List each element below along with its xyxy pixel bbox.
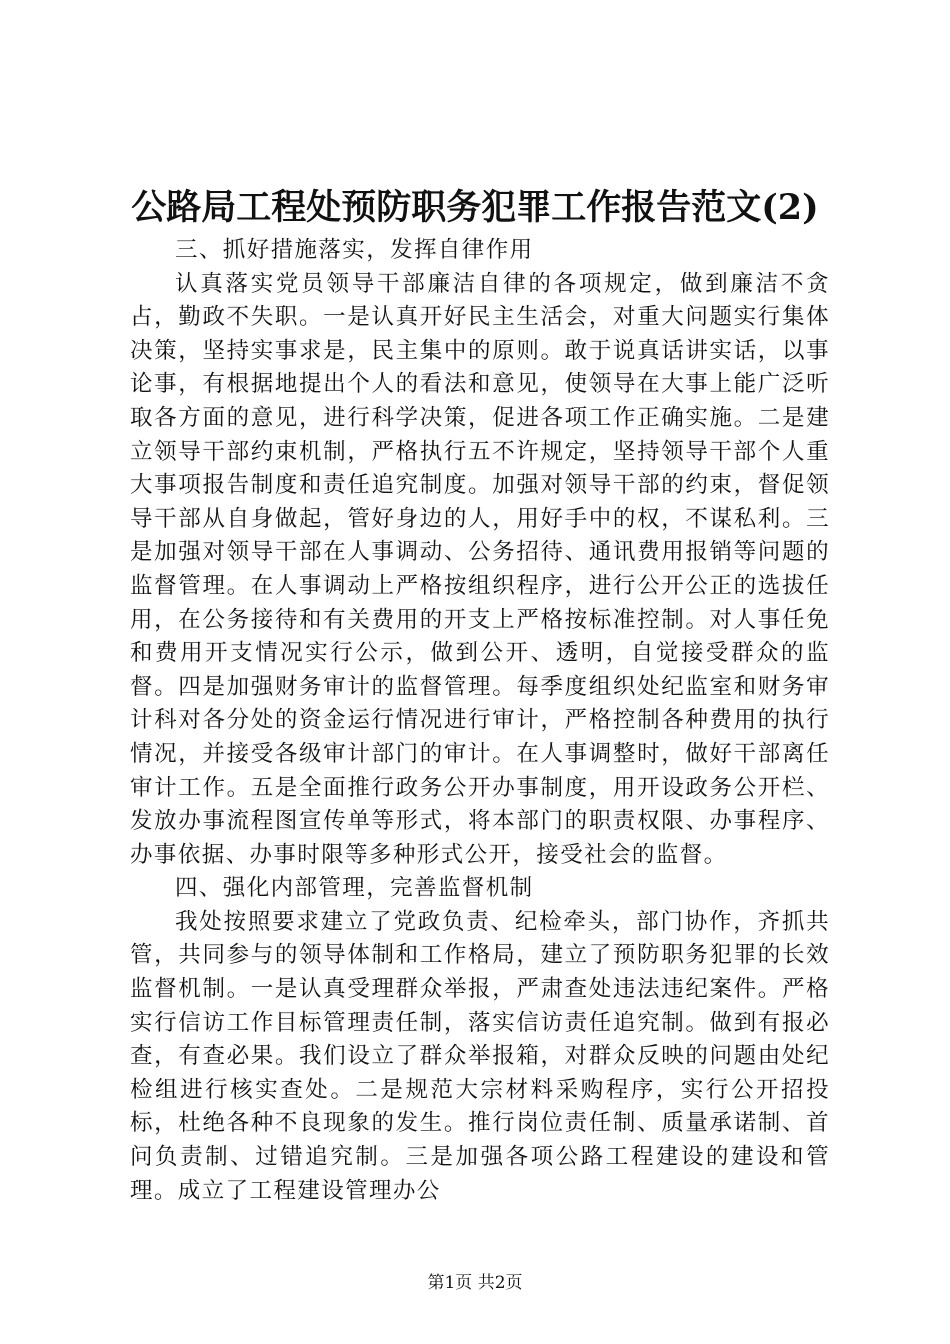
- document-title: 公路局工程处预防职务犯罪工作报告范文(2): [131, 187, 819, 228]
- paragraph-section-4: 我处按照要求建立了党政负责、纪检牵头，部门协作，齐抓共管，共同参与的领导体制和工作格局，建立了预防职务犯罪的长效监督机制。一是认真受理群众举报，严肃查处违法违纪案件。严格实行信访工作目标管理责任制，落实信访责任追究制。做到有报必查，有查必果。我们设立了群众举报箱，对群众反映的问题由处纪检组进行核实查处。二是规范大宗材料采购程序，实行公开招投标，杜绝各种不良现象的发生。推行岗位责任制、质量承诺制、首问负责制、过错追究制。三是加强各项公路工程建设的建设和管理。成立了工程建设管理办公: [130, 908, 830, 1204]
- section-heading-4: 四、强化内部管理，完善监督机制: [175, 875, 534, 902]
- document-body: [130, 234, 830, 1208]
- section-heading-3: 三、抓好措施落实，发挥自律作用: [175, 237, 534, 263]
- paragraph-section-3: 认真落实党员领导干部廉洁自律的各项规定，做到廉洁不贪占，勤政不失职。一是认真开好民主生活会，对重大问题实行集体决策，坚持实事求是，民主集中的原则。敢于说真话讲实话，以事论事，有根据地提出个人的看法和意见，使领导在大事上能广泛听取各方面的意见，进行科学决策，促进各项工作正确实施。二是建立领导干部约束机制，严格执行五不许规定，坚持领导干部个人重大事项报告制度和责任追究制度。加强对领导干部的约束，督促领导干部从自身做起，管好身边的人，用好手中的权，不谋私利。三是加强对领导干部在人事调动、公务招待、通讯费用报销等问题的监督管理。在人事调动上严格按组织程序，进行公开公正的选拔任用，在公务接待和有关费用的开支上严格按标准控制。对人事任免和费用开支情况实行公示，做到公开、透明，自觉接受群众的监督。四是加强财务审计的监督管理。每季度组织处纪监室和财务审计科对各分处的资金运行情况进行审计，严格控制各种费用的执行情况，并接受各级审计部门的审计。在人事调整时，做好干部离任审计工作。五是全面推行政务公开办事制度，用开设政务公开栏、发放办事流程图宣传单等形式，将本部门的职责权限、办事程序、办事依据、办事时限等多种形式公开，接受社会的监督。: [130, 270, 830, 868]
- page-number-footer: 第1页 共2页: [427, 1273, 523, 1293]
